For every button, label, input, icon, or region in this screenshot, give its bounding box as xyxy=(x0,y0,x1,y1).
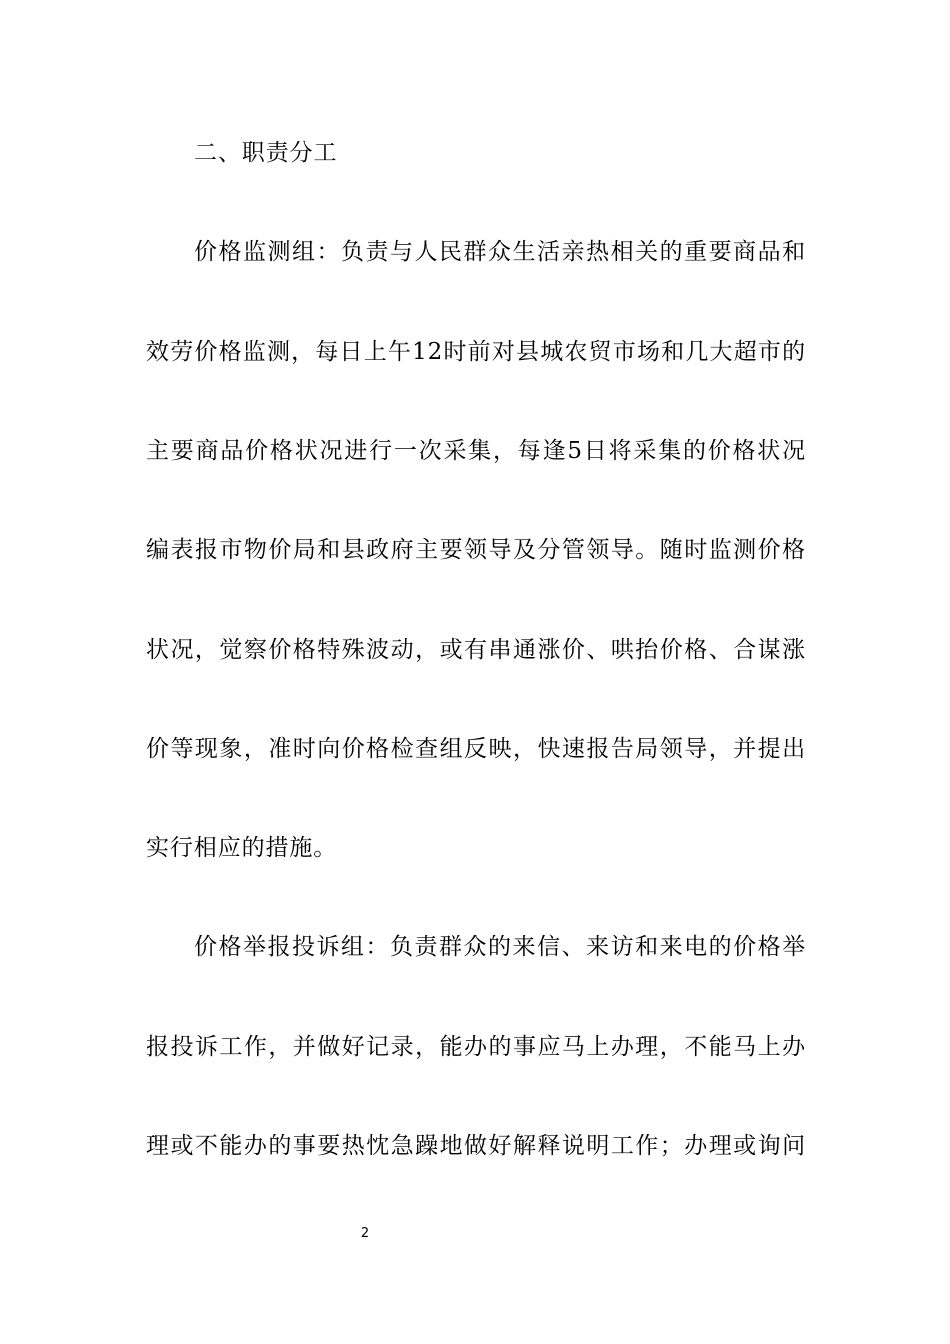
paragraph-line: 效劳价格监测，每日上午12时前对县城农贸市场和几大超市的 xyxy=(146,339,806,365)
page-number: 2 xyxy=(360,1226,370,1241)
paragraph-line: 状况，觉察价格特殊波动，或有串通涨价、哄抬价格、合谋涨 xyxy=(146,637,806,663)
section-heading: 二、职责分工 xyxy=(194,140,338,166)
paragraph-line: 价格监测组：负责与人民群众生活亲热相关的重要商品和 xyxy=(194,239,806,265)
paragraph-line: 主要商品价格状况进行一次采集，每逢5日将采集的价格状况 xyxy=(146,438,806,464)
paragraph-line: 价等现象，准时向价格检查组反映，快速报告局领导，并提出 xyxy=(146,736,806,762)
paragraph-line: 理或不能办的事要热忱急躁地做好解释说明工作；办理或询问 xyxy=(146,1133,806,1159)
paragraph-line: 价格举报投诉组：负责群众的来信、来访和来电的价格举 xyxy=(194,934,806,960)
paragraph-line: 编表报市物价局和县政府主要领导及分管领导。随时监测价格 xyxy=(146,537,806,563)
paragraph-line: 报投诉工作，并做好记录，能办的事应马上办理，不能马上办 xyxy=(146,1034,806,1060)
paragraph-line: 实行相应的措施。 xyxy=(146,835,338,861)
